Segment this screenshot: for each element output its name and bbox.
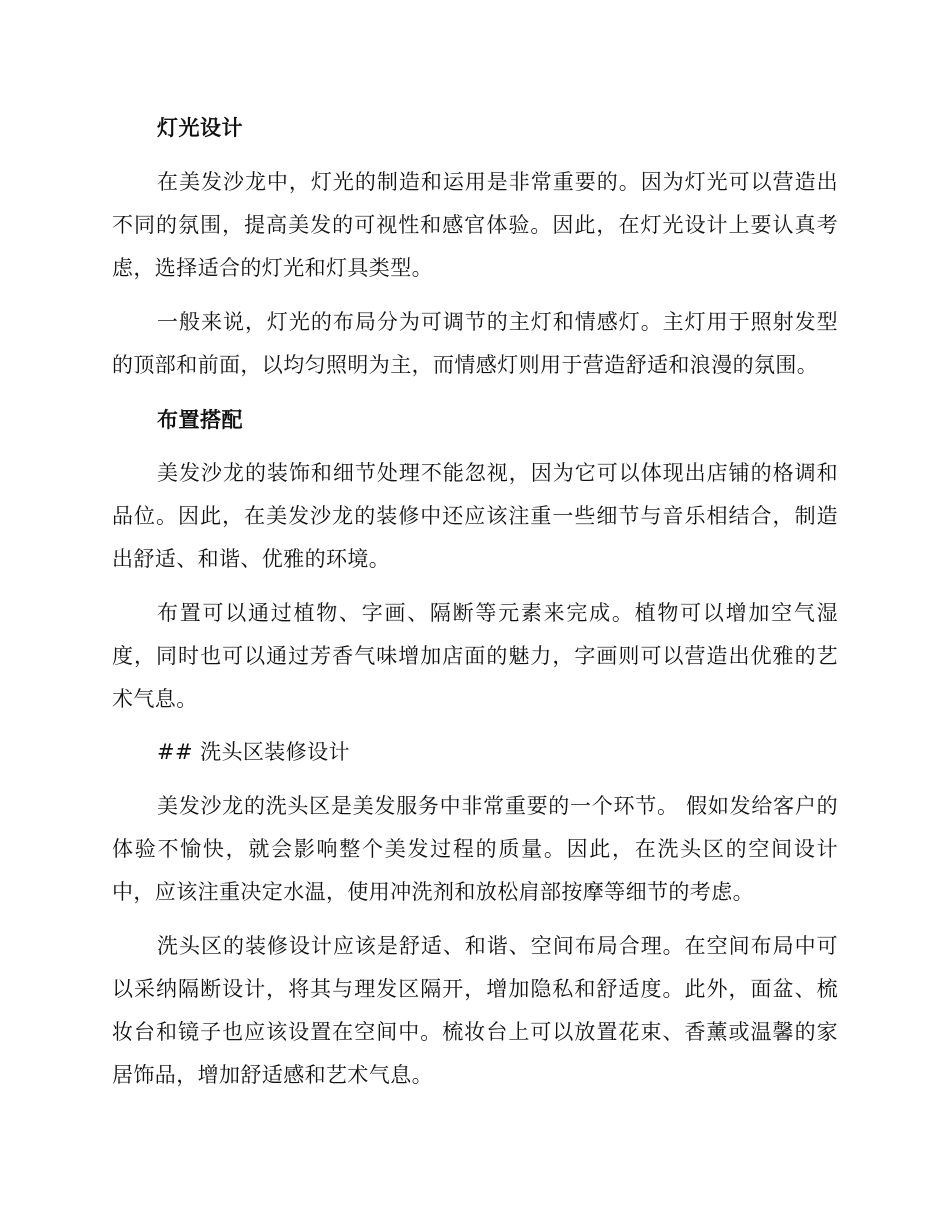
paragraph: 美发沙龙的洗头区是美发服务中非常重要的一个环节。 假如发给客户的体验不愉快，就会影响整个美发过程的质量。因此，在洗头区的空间设计中，应该注重决定水温，使用冲洗剂和放松肩部按摩等细节的考虑。 [112,794,838,904]
paragraph: 在美发沙龙中，灯光的制造和运用是非常重要的。因为灯光可以营造出不同的氛围，提高美发的可视性和感官体验。因此，在灯光设计上要认真考虑，选择适合的灯光和灯具类型。 [112,170,838,280]
paragraph: 美发沙龙的装饰和细节处理不能忽视，因为它可以体现出店铺的格调和品位。因此，在美发沙龙的装修中还应该注重一些细节与音乐相结合，制造出舒适、和谐、优雅的环境。 [112,461,838,571]
paragraph: 布置可以通过植物、字画、隔断等元素来完成。植物可以增加空气湿度，同时也可以通过芳香气味增加店面的魅力，字画则可以营造出优雅的艺术气息。 [112,601,838,711]
paragraph: 洗头区的装修设计应该是舒适、和谐、空间布局合理。在空间布局中可以采纳隔断设计，将其与理发区隔开，增加隐私和舒适度。此外，面盆、梳妆台和镜子也应该设置在空间中。梳妆台上可以放置花束、香薰或温馨的家居饰品，增加舒适感和艺术气息。 [112,934,838,1087]
section-heading-shampoo-area: ## 洗头区装修设计 [157,740,350,764]
paragraph: 一般来说，灯光的布局分为可调节的主灯和情感灯。主灯用于照射发型的顶部和前面，以均匀照明为主，而情感灯则用于营造舒适和浪漫的氛围。 [112,310,838,377]
section-heading-decoration: 布置搭配 [157,408,243,432]
section-heading-lighting: 灯光设计 [157,116,243,140]
